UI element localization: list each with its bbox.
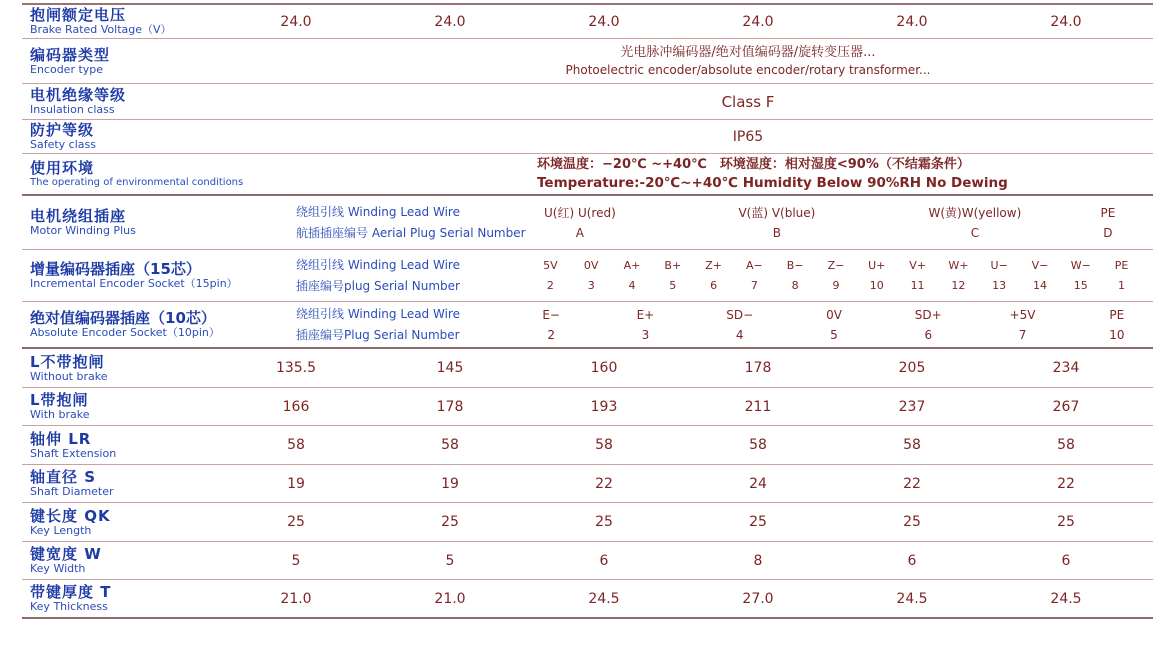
row-label-en: Key Width <box>30 562 86 576</box>
pin-cell <box>898 196 1052 249</box>
pin-number: 13 <box>992 278 1007 292</box>
safety-class-value: IP65 <box>732 128 764 145</box>
pin-number: C <box>970 225 980 240</box>
value-cell: 24.0 <box>280 13 312 30</box>
pin-signal: W(黄)W(yellow) <box>928 205 1022 220</box>
pin-cell <box>693 250 734 301</box>
pin-signal: +5V <box>1009 307 1036 322</box>
row-label-cn: L带抱闸 <box>30 391 89 410</box>
value-cell: 21.0 <box>434 590 466 607</box>
row-label-en: Encoder type <box>30 62 104 76</box>
value-cell: 22 <box>595 475 613 492</box>
pin-signal: V− <box>1031 258 1049 272</box>
value-cell: 24.0 <box>434 13 466 30</box>
pin-number: 6 <box>924 327 933 342</box>
value-cell-wide <box>375 120 1121 153</box>
row-label-cn: 带键厚度 T <box>30 583 112 602</box>
value-cell-wide <box>375 39 1121 83</box>
row-length-with-brake <box>22 388 1153 426</box>
row-safety-class <box>22 120 1153 154</box>
pin-cell <box>1101 250 1142 301</box>
row-shaft-diameter <box>22 465 1153 503</box>
row-label-en: Shaft Diameter <box>30 485 114 499</box>
row-brake-rated-voltage <box>22 5 1153 39</box>
insulation-class-value: Class F <box>721 92 775 111</box>
pin-number: 14 <box>1032 278 1047 292</box>
pin-signal: U+ <box>868 258 886 272</box>
row-length-without-brake <box>22 349 1153 388</box>
row-label-cn: L不带抱闸 <box>30 352 105 371</box>
value-cells <box>219 5 1143 38</box>
value-cell-wide <box>375 84 1121 119</box>
value-cells <box>219 465 1143 502</box>
pin-number: 5 <box>830 327 838 342</box>
row-label-en: Brake Rated Voltage（V） <box>30 23 172 37</box>
pin-number: D <box>1103 225 1113 240</box>
sub-labels <box>296 250 528 301</box>
pin-number: 7 <box>1018 327 1027 342</box>
sub-label-lead-wire: 绕组引线 Winding Lead Wire <box>296 306 460 321</box>
value-cell: 19 <box>287 475 305 492</box>
pin-signal: A− <box>746 258 763 272</box>
value-cell: 58 <box>749 437 767 453</box>
row-label-en: Without brake <box>30 369 108 383</box>
pin-signal: Z− <box>827 258 845 272</box>
row-label-cn: 轴伸 LR <box>30 429 92 448</box>
pin-signal: 0V <box>826 307 842 322</box>
row-label-en: Safety class <box>30 138 96 152</box>
sub-label-lead-wire: 绕组引线 Winding Lead Wire <box>296 204 460 219</box>
pin-number: 9 <box>832 278 840 292</box>
value-cell: 27.0 <box>742 590 774 607</box>
pin-cell <box>612 250 653 301</box>
pin-signal: 5V <box>543 258 558 272</box>
sub-label-serial-number: 插座编号plug Serial Number <box>296 278 460 293</box>
row-key-width <box>22 542 1153 580</box>
value-cell: 25 <box>1057 514 1075 530</box>
row-label-en: Insulation class <box>30 103 115 117</box>
row-label-en: Motor Winding Plus <box>30 224 136 238</box>
pin-number: 6 <box>710 278 718 292</box>
pin-cell <box>881 302 975 347</box>
value-cell: 25 <box>287 514 305 530</box>
pin-cell <box>938 250 979 301</box>
row-label-en: Key Thickness <box>30 600 108 614</box>
row-label-cn: 电机绝缘等级 <box>30 86 127 105</box>
pin-signal: E− <box>542 307 560 322</box>
value-cell: 21.0 <box>280 590 312 607</box>
pin-cell <box>1060 250 1101 301</box>
value-cell: 24.5 <box>896 590 928 607</box>
value-cell: 25 <box>441 514 459 530</box>
pin-number: 3 <box>641 327 650 342</box>
row-label <box>22 260 274 291</box>
pin-number: 8 <box>791 278 799 292</box>
encoder-type-cn: 光电脉冲编码器/绝对值编码器/旋转变压器... <box>620 44 876 60</box>
sub-labels <box>296 302 528 347</box>
pin-number: 4 <box>628 278 636 292</box>
pin-cells <box>530 250 1142 301</box>
pin-number: 15 <box>1073 278 1088 292</box>
environment-value-cn: 环境温度：−20℃ ~+40℃ 环境湿度：相对湿度<90%（不结霜条件） <box>537 157 970 173</box>
row-label-cn: 抱闸额定电压 <box>30 6 127 25</box>
value-cell: 25 <box>595 514 613 530</box>
row-key-thickness <box>22 580 1153 619</box>
pin-cell <box>504 302 598 347</box>
value-cell: 193 <box>590 398 618 415</box>
value-cell: 25 <box>903 514 921 530</box>
value-cells <box>219 503 1143 541</box>
pin-number: 11 <box>910 278 925 292</box>
row-label-en: Key Length <box>30 523 92 537</box>
pin-cells <box>504 302 1164 347</box>
row-environment <box>22 154 1153 196</box>
value-cells <box>219 426 1143 464</box>
pin-number: 1 <box>1118 278 1126 292</box>
pin-signal: PE <box>1100 205 1116 220</box>
environment-value <box>537 154 1008 194</box>
pin-number: 3 <box>587 278 595 292</box>
pin-cell <box>1020 250 1061 301</box>
sub-labels <box>296 196 528 249</box>
value-cell: 25 <box>749 514 767 530</box>
pin-number: 4 <box>735 327 744 342</box>
pin-cells <box>504 196 1164 249</box>
row-key-length <box>22 503 1153 542</box>
pin-signal: Z+ <box>705 258 722 272</box>
row-label-cn: 电机绕组插座 <box>30 207 127 226</box>
pin-cell <box>504 196 656 249</box>
row-label-en: Incremental Encoder Socket（15pin） <box>30 277 238 291</box>
value-cell: 58 <box>903 437 921 453</box>
spec-table <box>22 3 1153 619</box>
row-motor-winding-socket <box>22 196 1153 250</box>
value-cell: 22 <box>1057 475 1075 492</box>
value-cell: 267 <box>1052 398 1080 415</box>
row-label-cn: 绝对值编码器插座（10芯） <box>30 309 216 328</box>
value-cells <box>219 349 1143 387</box>
pin-cell <box>598 302 692 347</box>
value-cell: 5 <box>445 552 455 569</box>
pin-cell <box>656 196 898 249</box>
value-cell: 205 <box>898 360 926 376</box>
pin-signal: W+ <box>948 258 969 272</box>
value-cell: 19 <box>441 475 459 492</box>
pin-signal: U− <box>990 258 1008 272</box>
value-cell: 58 <box>441 437 459 453</box>
value-cell: 58 <box>1057 437 1075 453</box>
environment-value-en: Temperature:-20℃~+40℃ Humidity Below 90%RH No Dewing <box>537 174 1008 191</box>
row-label-cn: 键宽度 W <box>30 545 102 564</box>
pin-number: 2 <box>546 278 554 292</box>
pin-cell <box>787 302 881 347</box>
pin-cell <box>897 250 938 301</box>
value-cell: 58 <box>595 437 613 453</box>
row-label-cn: 使用环境 <box>30 159 95 178</box>
pin-signal: U(红) U(red) <box>544 205 616 220</box>
row-label-en: Shaft Extension <box>30 446 117 460</box>
value-cell: 6 <box>907 552 917 569</box>
pin-signal: V+ <box>909 258 926 272</box>
row-label <box>22 46 274 77</box>
pin-number: 5 <box>669 278 677 292</box>
pin-signal: PE <box>1109 307 1125 322</box>
value-cell: 135.5 <box>275 360 317 376</box>
row-label <box>22 207 274 238</box>
row-absolute-encoder-socket <box>22 302 1153 349</box>
value-cell: 5 <box>291 552 301 569</box>
pin-number: 10 <box>1109 327 1125 342</box>
pin-signal: W− <box>1070 258 1091 272</box>
row-label-cn: 键长度 QK <box>30 506 111 525</box>
pin-signal: PE <box>1114 258 1129 272</box>
pin-cell <box>652 250 693 301</box>
pin-signal: B− <box>786 258 804 272</box>
pin-cell <box>775 250 816 301</box>
value-cell: 24.0 <box>1050 13 1082 30</box>
row-label <box>22 121 274 152</box>
value-cell: 160 <box>590 360 618 376</box>
value-cell: 24.5 <box>588 590 620 607</box>
row-insulation-class <box>22 84 1153 120</box>
value-cell: 178 <box>436 398 464 415</box>
pin-signal: B+ <box>664 258 682 272</box>
pin-number: B <box>772 225 782 240</box>
pin-cell <box>571 250 612 301</box>
pin-number: A <box>575 225 584 240</box>
row-label-en: With brake <box>30 408 90 422</box>
pin-cell <box>979 250 1020 301</box>
pin-cell <box>734 250 775 301</box>
pin-cell <box>1052 196 1164 249</box>
row-label <box>22 159 274 189</box>
row-label-cn: 增量编码器插座（15芯） <box>30 260 201 279</box>
pin-cell <box>693 302 787 347</box>
pin-number: 12 <box>951 278 966 292</box>
row-label-cn: 轴直径 S <box>30 468 97 487</box>
pin-cell <box>975 302 1069 347</box>
value-cell: 22 <box>903 475 921 492</box>
pin-number: 2 <box>547 327 555 342</box>
row-incremental-encoder-socket <box>22 250 1153 302</box>
value-cell: 237 <box>898 398 926 415</box>
pin-number: 10 <box>869 278 884 292</box>
value-cell: 58 <box>287 437 305 453</box>
value-cells <box>219 580 1143 617</box>
value-cell: 234 <box>1052 360 1080 376</box>
pin-signal: V(蓝) V(blue) <box>738 205 816 220</box>
pin-signal: E+ <box>636 307 655 322</box>
pin-signal: 0V <box>583 258 599 272</box>
value-cells <box>219 542 1143 579</box>
value-cell: 24.0 <box>588 13 620 30</box>
value-cell: 6 <box>599 552 609 569</box>
row-shaft-extension <box>22 426 1153 465</box>
value-cell: 6 <box>1061 552 1071 569</box>
value-cell: 178 <box>744 360 772 376</box>
row-label-en: Absolute Encoder Socket（10pin） <box>30 326 220 340</box>
row-label <box>22 86 274 117</box>
value-cell: 24 <box>749 475 767 492</box>
value-cell: 145 <box>436 360 464 376</box>
row-label-en: The operating of environmental conditions <box>30 177 244 189</box>
value-cell: 24.5 <box>1050 590 1082 607</box>
value-cell: 166 <box>282 398 310 415</box>
pin-cell <box>1070 302 1164 347</box>
row-label <box>22 309 274 340</box>
row-label-cn: 编码器类型 <box>30 45 111 64</box>
pin-signal: SD+ <box>914 307 942 322</box>
sub-label-lead-wire: 绕组引线 Winding Lead Wire <box>296 257 460 272</box>
value-cell: 24.0 <box>896 13 928 30</box>
pin-cell <box>856 250 897 301</box>
value-cell: 24.0 <box>742 13 774 30</box>
encoder-type-en: Photoelectric encoder/absolute encoder/rotary transformer... <box>565 62 931 77</box>
value-cells <box>219 388 1143 425</box>
row-label-cn: 防护等级 <box>30 121 95 140</box>
sub-label-serial-number: 航插插座编号 Aerial Plug Serial Number <box>296 225 526 240</box>
sub-label-serial-number: 插座编号Plug Serial Number <box>296 327 460 342</box>
pin-cell <box>816 250 857 301</box>
value-cell: 8 <box>753 552 763 569</box>
pin-cell <box>530 250 571 301</box>
pin-signal: A+ <box>623 258 641 272</box>
value-cell: 211 <box>744 398 772 415</box>
pin-signal: SD− <box>726 307 754 322</box>
row-encoder-type <box>22 39 1153 84</box>
pin-number: 7 <box>750 278 758 292</box>
